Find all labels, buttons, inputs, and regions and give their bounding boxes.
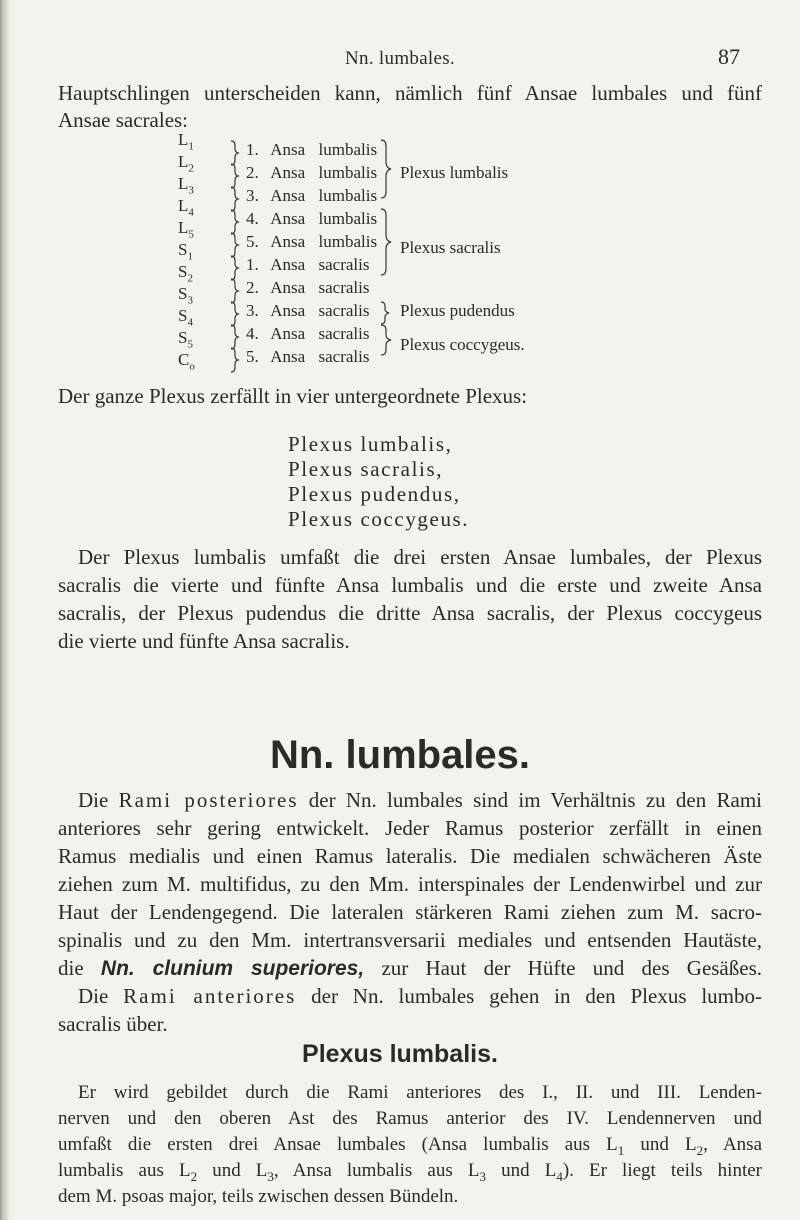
paragraph1-line: sacralis die vierte und fünfte Ansa lumbalis und die erste und zweite Ansa — [58, 573, 762, 597]
section1-line: spinalis und zu den Mm. intertransversarii mediales und entsenden Hautäste, — [58, 928, 762, 952]
segment-label: $S_3$ — [178, 284, 193, 307]
segment-label: $S_2$ — [178, 262, 193, 285]
small-brace — [231, 325, 238, 349]
section2-line: Er wird gebildet durch die Rami anteriores des I., II. und III. Lenden- — [78, 1082, 762, 1103]
section1-line: Die Rami posteriores der Nn. lumbales sind im Verhältnis zu den Rami — [78, 788, 762, 812]
small-brace — [231, 210, 238, 234]
section1-line: Die Rami anteriores der Nn. lumbales gehen in den Plexus lumbo- — [78, 984, 763, 1008]
paragraph1-line: sacralis, der Plexus pudendus die dritte Ansa sacralis, der Plexus coccygeus — [58, 601, 762, 625]
ansa-row: 3. Ansa lumbalis — [246, 186, 378, 205]
section2-line: lumbalis aus $L_2$ und $L_3$, Ansa lumbalis aus $L_3$ und $L_4$). Er liegt teils hinter — [58, 1160, 762, 1184]
section1-line: Ramus medialis und einen Ramus lateralis. Die medialen schwächeren Äste — [58, 844, 762, 868]
group-brace-pudendus — [381, 302, 389, 324]
group-label-sacralis: Plexus sacralis — [400, 238, 501, 257]
segment-label: $L_4$ — [178, 196, 194, 219]
ansa-row: 4. Ansa lumbalis — [246, 209, 378, 228]
section-heading-plexus-lumbalis: Plexus lumbalis. — [302, 1040, 498, 1068]
segment-label: $L_1$ — [178, 130, 194, 153]
small-brace — [231, 141, 238, 165]
section2-line: nerven und den oberen Ast des Ramus anterior des IV. Lendennerven und — [58, 1108, 762, 1129]
small-brace — [231, 348, 238, 372]
section1-line-nn-clunium: die Nn. clunium superiores, zur Haut der Hüfte und des Gesäßes. — [58, 956, 763, 980]
group-brace-coccygeus — [381, 325, 391, 355]
paragraph1-line: die vierte und fünfte Ansa sacralis. — [58, 629, 350, 653]
plexus-list-item: Plexus coccygeus. — [288, 507, 470, 531]
group-label-lumbalis: Plexus lumbalis — [400, 163, 509, 182]
ansa-row: 3. Ansa sacralis — [246, 301, 370, 320]
paragraph1-line: Der Plexus lumbalis umfaßt die drei ersten Ansae lumbales, der Plexus — [78, 545, 762, 569]
small-brace — [231, 187, 238, 211]
segment-label: $S_4$ — [178, 306, 193, 329]
ansa-row: 2. Ansa sacralis — [246, 278, 370, 297]
small-brace — [231, 256, 238, 280]
ansa-row: 5. Ansa sacralis — [246, 347, 370, 366]
segment-label: $L_2$ — [178, 152, 194, 175]
page-number: 87 — [718, 44, 740, 69]
segment-label: $L_3$ — [178, 174, 194, 197]
section1-line: Haut der Lendengegend. Die lateralen stärkeren Rami ziehen zum M. sacro- — [58, 900, 762, 924]
small-brace — [231, 279, 238, 303]
ansa-row: 1. Ansa sacralis — [246, 255, 370, 274]
group-label-pudendus: Plexus pudendus — [400, 301, 515, 320]
running-header: Nn. lumbales. — [345, 48, 455, 69]
small-brace — [231, 164, 238, 188]
plexus-list-item: Plexus lumbalis, — [288, 432, 453, 456]
ansa-row: 1. Ansa lumbalis — [246, 140, 378, 159]
plexus-list-item: Plexus pudendus, — [288, 482, 461, 506]
section1-line: anteriores sehr gering entwickelt. Jeder Ramus posterior zerfällt in einen — [58, 816, 762, 840]
section1-line: ziehen zum M. multifidus, zu den Mm. interspinales der Lendenwirbel und zur — [58, 872, 762, 896]
ansa-row: 4. Ansa sacralis — [246, 324, 370, 343]
section2-line: dem M. psoas major, teils zwischen dessen Bündeln. — [58, 1186, 459, 1207]
summary-sentence: Der ganze Plexus zerfällt in vier untergeordnete Plexus: — [58, 384, 528, 408]
plexus-list-item: Plexus sacralis, — [288, 457, 444, 481]
ansa-row: 2. Ansa lumbalis — [246, 163, 378, 182]
segment-label: $S_5$ — [178, 328, 193, 351]
small-brace — [231, 302, 238, 326]
intro-line-2: Ansae sacrales: — [58, 108, 189, 132]
small-brace — [231, 233, 238, 257]
intro-line-1: Hauptschlingen unterscheiden kann, nämlich fünf Ansae lumbales und fünf — [58, 81, 762, 105]
ansa-row: 5. Ansa lumbalis — [246, 232, 378, 251]
segment-label: $C_o$ — [178, 350, 195, 373]
segment-label: $L_5$ — [178, 218, 194, 241]
group-brace-sacralis — [381, 209, 391, 275]
group-brace-lumbalis — [381, 140, 391, 198]
section1-line: sacralis über. — [58, 1012, 168, 1036]
section2-line: umfaßt die ersten drei Ansae lumbales (Ansa lumbalis aus $L_1$ und $L_2$, Ansa — [58, 1134, 763, 1158]
segment-label: $S_1$ — [178, 240, 193, 263]
group-label-coccygeus: Plexus coccygeus. — [400, 335, 525, 354]
section-heading-nn-lumbales: Nn. lumbales. — [269, 733, 531, 777]
